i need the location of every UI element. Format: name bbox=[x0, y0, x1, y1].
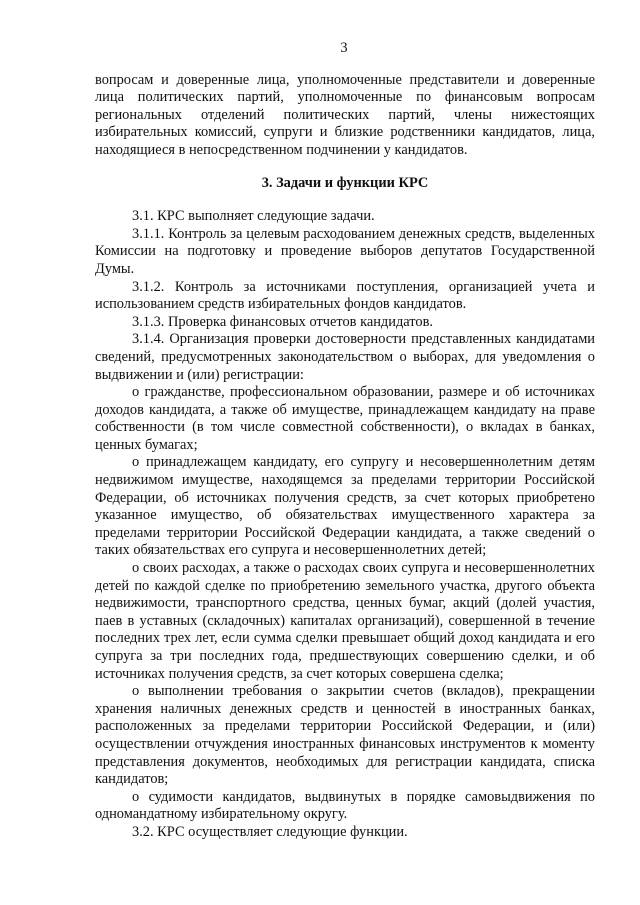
list-item-expenses: о своих расходах, а также о расходах своих супруга и несовершеннолетних детей по каждой сделке по приобретению земельного участка, другого объекта недвижимости, транспортного средства, ценных бумаг, акций (долей участия, паев в уставных (складочных) капиталах организаций), совершенной в течение последних трех лет, если сумма сделки превышает общий доход кандидата и его супруга за три последних года, предшествующих совершению сделки, и об источниках получения средств, за счет которых совершена сделка; bbox=[95, 560, 595, 682]
paragraph-3-1-2: 3.1.2. Контроль за источниками поступления, организацией учета и использованием средств избирательных фондов кандидатов. bbox=[95, 278, 595, 313]
paragraph-3-1-3: 3.1.3. Проверка финансовых отчетов кандидатов. bbox=[132, 313, 433, 330]
list-item-citizenship: о гражданстве, профессиональном образовании, размере и об источниках доходов кандидата, а также об имуществе, принадлежащем кандидату на праве собственности (в том числе совместной собственности), о вкладах в банках, ценных бумагах; bbox=[95, 384, 595, 453]
paragraph-3-1: 3.1. КРС выполняет следующие задачи. bbox=[132, 208, 375, 225]
intro-paragraph: вопросам и доверенные лица, уполномоченные представители и доверенные лица политических партий, уполномоченные по финансовым вопросам региональных отделений политических партий, члены нижестоящих избирательных комиссий, супруги и близкие родственники кандидатов, лица, находящиеся в непосредственном подчинении у кандидатов. bbox=[95, 71, 595, 158]
document-page bbox=[95, 40, 595, 842]
page-number: 3 bbox=[340, 40, 348, 56]
paragraph-3-1-1: 3.1.1. Контроль за целевым расходованием денежных средств, выделенных Комиссии на подготовку и проведение выборов депутатов Государственной Думы. bbox=[95, 225, 595, 277]
list-item-foreign-accounts: о выполнении требования о закрытии счетов (вкладов), прекращении хранения наличных денежных средств и ценностей в иностранных банках, расположенных за пределами территории Российской Федерации, и (или) осуществлении отчуждения иностранных финансовых инструментов к моменту представления документов, необходимых для регистрации кандидата, списка кандидатов; bbox=[95, 683, 595, 788]
list-item-criminal-record: о судимости кандидатов, выдвинутых в порядке самовыдвижения по одномандатному избирательному округу. bbox=[95, 788, 595, 823]
section-heading: 3. Задачи и функции КРС bbox=[261, 174, 429, 191]
paragraph-3-2: 3.2. КРС осуществляет следующие функции. bbox=[132, 823, 408, 840]
paragraph-3-1-4: 3.1.4. Организация проверки достоверности представленных кандидатами сведений, предусмотренных законодательством о выборах, для уведомления о выдвижении и (или) регистрации: bbox=[95, 331, 595, 383]
list-item-foreign-property: о принадлежащем кандидату, его супругу и несовершеннолетним детям недвижимом имуществе, находящемся за пределами территории Российской Федерации, об источниках получения средств, за счет которых приобретено указанное имущество, об обязательствах имущественного характера за пределами территории Российской Федерации кандидата, а также сведений о таких обязательствах его супруга и несовершеннолетних детей; bbox=[95, 454, 595, 559]
